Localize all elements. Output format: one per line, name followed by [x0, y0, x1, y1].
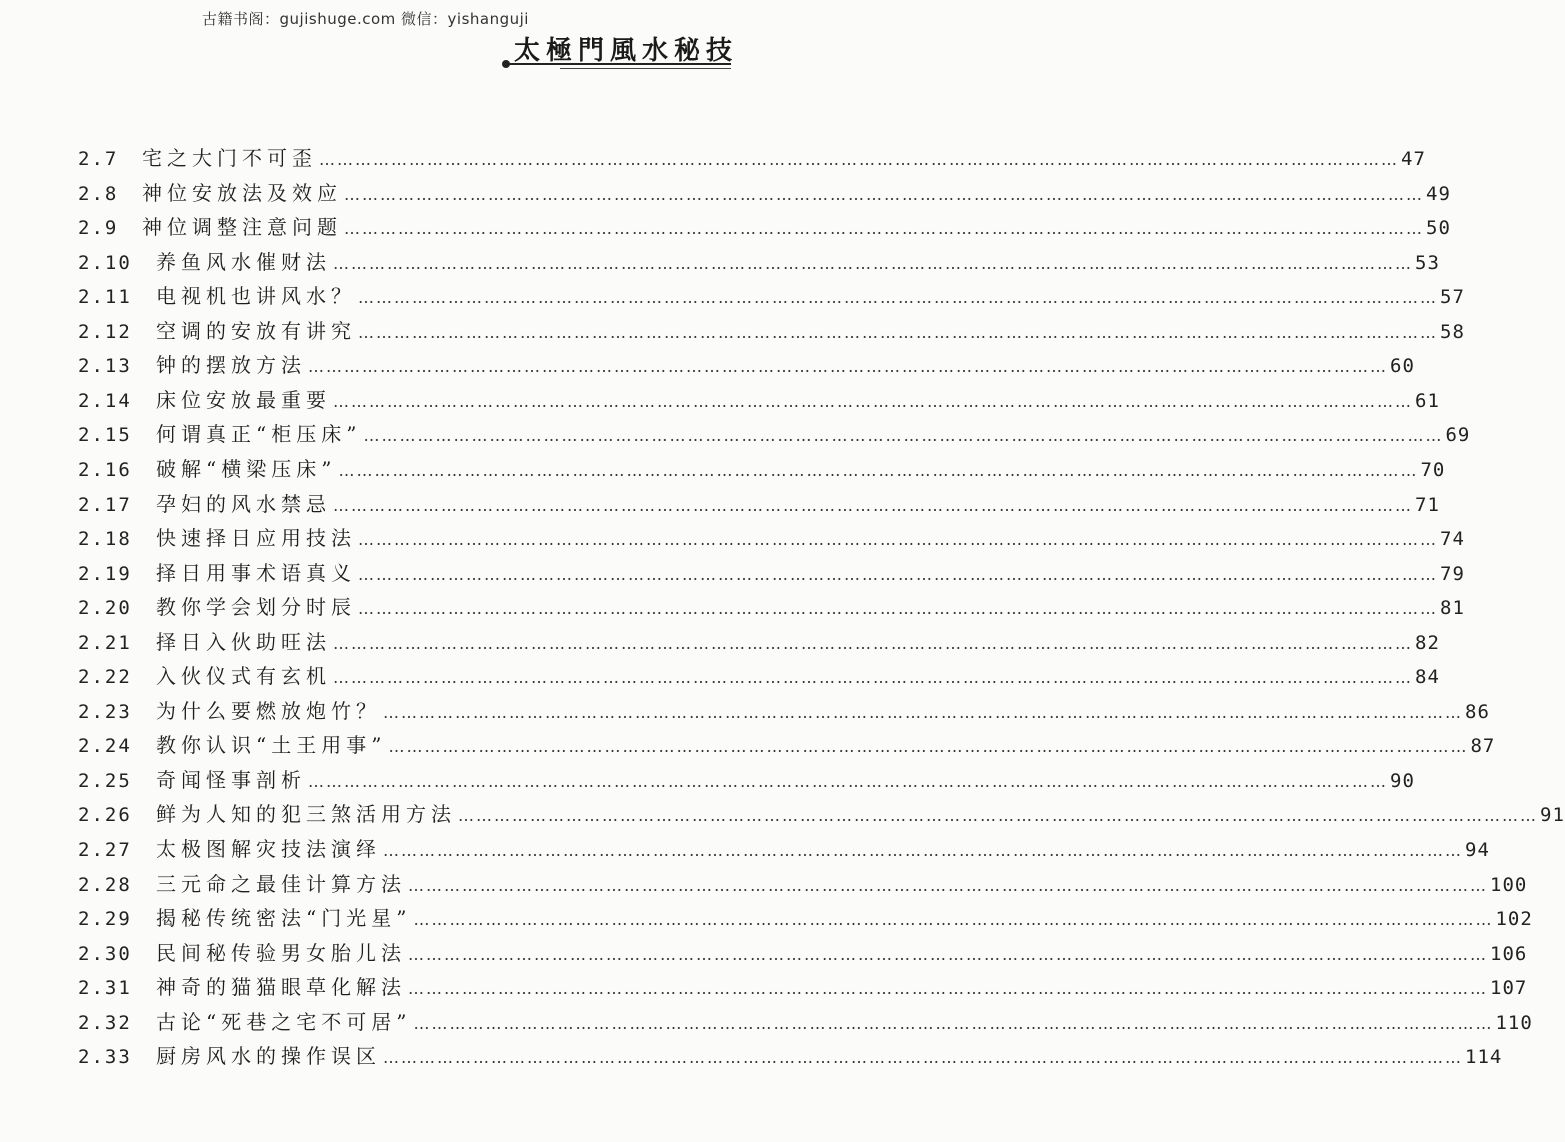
toc-entry[interactable] [78, 316, 1465, 346]
toc-entry-page: 57 [1440, 286, 1465, 309]
toc-entry-page: 100 [1490, 873, 1528, 896]
toc-leader-dots: ……………………………………………………………………………………………………………………………………………………………… [333, 253, 1413, 273]
toc-entry[interactable] [78, 489, 1440, 519]
toc-entry-title: 快速择日应用技法 [156, 526, 356, 551]
toc-entry-page: 50 [1426, 217, 1451, 240]
toc-entry-page: 60 [1390, 355, 1415, 378]
toc-leader-dots: ……………………………………………………………………………………………………………………………………………………………… [388, 737, 1469, 757]
toc-entry-number: 2.28 [78, 873, 132, 896]
toc-entry-number: 2.27 [78, 839, 132, 861]
toc-entry-page: 47 [1401, 148, 1426, 170]
toc-entry-page: 107 [1490, 977, 1528, 1000]
toc-entry[interactable] [78, 765, 1415, 795]
toc-entry-title: 厨房风水的操作误区 [156, 1044, 381, 1069]
toc-entry-number: 2.13 [78, 355, 132, 378]
toc-entry[interactable] [78, 592, 1465, 622]
toc-entry-number: 2.16 [78, 458, 132, 481]
toc-leader-dots: ……………………………………………………………………………………………………………………………………………………………… [358, 599, 1438, 619]
toc-entry-number: 2.32 [78, 1011, 132, 1034]
toc-entry[interactable] [78, 419, 1471, 449]
toc-entry-page: 82 [1415, 631, 1440, 654]
toc-entry-title: 神奇的猫猫眼草化解法 [156, 975, 406, 1000]
toc-entry-number: 2.20 [78, 597, 132, 620]
toc-leader-dots: ……………………………………………………………………………………………………………………………………………………………… [333, 633, 1413, 653]
toc-entry[interactable] [78, 247, 1440, 277]
toc-entry[interactable] [78, 799, 1565, 829]
toc-entry[interactable] [78, 350, 1415, 380]
toc-entry-title: 床位安放最重要 [156, 387, 331, 412]
toc-entry-title: 择日入伙助旺法 [156, 629, 331, 654]
toc-entry-page: 61 [1415, 389, 1440, 412]
toc-entry-number: 2.23 [78, 700, 132, 723]
toc-entry-page: 106 [1490, 942, 1528, 965]
toc-leader-dots: ……………………………………………………………………………………………………………………………………………………………… [363, 426, 1444, 446]
toc-entry-number: 2.9 [78, 217, 119, 240]
toc-entry-title: 何谓真正“柜压床” [156, 422, 362, 447]
toc-entry[interactable] [78, 1041, 1503, 1071]
toc-entry[interactable] [78, 178, 1451, 208]
toc-entry-page: 53 [1415, 251, 1440, 274]
toc-entry-number: 2.30 [78, 942, 132, 965]
toc-entry[interactable] [78, 661, 1440, 691]
toc-entry-page: 71 [1415, 493, 1440, 516]
toc-entry[interactable] [78, 730, 1496, 760]
toc-leader-dots: ……………………………………………………………………………………………………………………………………………………………… [338, 460, 1419, 480]
toc-entry-number: 2.7 [78, 148, 119, 170]
toc-entry-title: 教你学会划分时辰 [156, 595, 356, 620]
toc-entry-title: 入伙仪式有玄机 [156, 664, 331, 689]
toc-entry-number: 2.15 [78, 424, 132, 447]
toc-entry-title: 三元命之最佳计算方法 [156, 871, 406, 896]
toc-entry-title: 奇闻怪事剖析 [156, 767, 306, 792]
toc-entry-title: 养鱼风水催财法 [156, 249, 331, 274]
toc-entry-page: 49 [1426, 182, 1451, 205]
toc-leader-dots: ……………………………………………………………………………………………………………………………………………………………… [413, 910, 1494, 930]
header-rule-thin [560, 68, 731, 69]
toc-entry[interactable] [78, 212, 1451, 242]
toc-entry-title: 古论“死巷之宅不可居” [156, 1009, 412, 1034]
toc-entry-page: 90 [1390, 769, 1415, 792]
toc-entry-number: 2.18 [78, 528, 132, 551]
toc-entry-page: 69 [1445, 424, 1471, 447]
toc-entry-page: 91 [1540, 804, 1565, 827]
toc-leader-dots: ……………………………………………………………………………………………………………………………………………………………… [413, 1013, 1494, 1033]
toc-leader-dots: ……………………………………………………………………………………………………………………………………………………………… [333, 495, 1413, 515]
toc-leader-dots: ……………………………………………………………………………………………………………………………………………………………… [358, 322, 1438, 342]
toc-entry-page: 58 [1440, 320, 1465, 343]
toc-entry-title: 孕妇的风水禁忌 [156, 491, 331, 516]
toc-entry-title: 神位安放法及效应 [142, 180, 342, 205]
toc-leader-dots: ……………………………………………………………………………………………………………………………………………………………… [358, 564, 1438, 584]
toc-entry-number: 2.14 [78, 389, 132, 412]
toc-entry-page: 70 [1420, 458, 1446, 481]
toc-entry[interactable] [78, 523, 1465, 553]
toc-entry-title: 为什么要燃放炮竹？ [156, 698, 381, 723]
toc-entry-number: 2.8 [78, 182, 119, 205]
toc-entry-page: 110 [1495, 1011, 1533, 1034]
toc-entry[interactable] [78, 454, 1446, 484]
toc-entry-title: 鲜为人知的犯三煞活用方法 [156, 802, 456, 827]
toc-entry[interactable] [78, 938, 1528, 968]
toc-entry-number: 2.26 [78, 804, 132, 827]
toc-entry[interactable] [78, 903, 1533, 933]
toc-leader-dots: ……………………………………………………………………………………………………………………………………………………………… [344, 184, 1424, 204]
watermark-text: 古籍书阁：gujishuge.com 微信：yishanguji [202, 10, 529, 28]
toc-leader-dots: ……………………………………………………………………………………………………………………………………………………………… [383, 1048, 1463, 1068]
toc-entry-number: 2.17 [78, 493, 132, 516]
toc-leader-dots: ……………………………………………………………………………………………………………………………………………………………… [458, 806, 1538, 826]
toc-entry-page: 94 [1465, 839, 1490, 861]
book-title: 太極門風水秘技 [514, 36, 739, 66]
toc-leader-dots: ……………………………………………………………………………………………………………………………………………………………… [408, 979, 1488, 999]
toc-entry-title: 空调的安放有讲究 [156, 318, 356, 343]
toc-leader-dots: ……………………………………………………………………………………………………………………………………………………………… [308, 771, 1388, 791]
toc-entry-number: 2.22 [78, 666, 132, 689]
toc-leader-dots: ……………………………………………………………………………………………………………………………………………………………… [383, 702, 1463, 722]
toc-entry-title: 教你认识“土王用事” [156, 733, 387, 758]
toc-entry-page: 74 [1440, 528, 1465, 551]
toc-leader-dots: ……………………………………………………………………………………………………………………………………………………………… [383, 841, 1463, 860]
toc-leader-dots: ……………………………………………………………………………………………………………………………………………………………… [408, 944, 1488, 964]
toc-leader-dots: ……………………………………………………………………………………………………………………………………………………………… [319, 150, 1399, 169]
toc-leader-dots: ……………………………………………………………………………………………………………………………………………………………… [358, 288, 1438, 308]
toc-entry[interactable] [78, 696, 1490, 726]
toc-entry-title: 宅之大门不可歪 [142, 146, 317, 170]
toc-entry-title: 破解“横梁压床” [156, 456, 337, 481]
toc-entry-title: 民间秘传验男女胎儿法 [156, 940, 406, 965]
toc-entry[interactable] [78, 1007, 1533, 1037]
toc-leader-dots: ……………………………………………………………………………………………………………………………………………………………… [344, 219, 1424, 239]
toc-entry-page: 79 [1440, 562, 1465, 585]
toc-entry-number: 2.21 [78, 631, 132, 654]
toc-entry-title: 太极图解灾技法演绎 [156, 837, 381, 861]
toc-entry-page: 86 [1465, 700, 1490, 723]
toc-leader-dots: ……………………………………………………………………………………………………………………………………………………………… [333, 391, 1413, 411]
toc-entry-page: 84 [1415, 666, 1440, 689]
toc-entry-page: 102 [1495, 908, 1533, 931]
toc-entry-number: 2.11 [78, 286, 132, 309]
toc-leader-dots: ……………………………………………………………………………………………………………………………………………………………… [408, 875, 1488, 895]
toc-entry[interactable] [78, 558, 1465, 588]
toc-leader-dots: ……………………………………………………………………………………………………………………………………………………………… [333, 668, 1413, 688]
toc-entry-title: 神位调整注意问题 [142, 215, 342, 240]
toc-leader-dots: ……………………………………………………………………………………………………………………………………………………………… [308, 357, 1388, 377]
toc-entry-page: 81 [1440, 597, 1465, 620]
toc-entry[interactable] [78, 834, 1490, 864]
toc-entry-title: 揭秘传统密法“门光星” [156, 906, 412, 931]
toc-entry-page: 87 [1470, 735, 1496, 758]
toc-entry-number: 2.12 [78, 320, 132, 343]
toc-entry-number: 2.33 [78, 1046, 132, 1069]
toc-entry-title: 钟的摆放方法 [156, 353, 306, 378]
toc-entry-title: 电视机也讲风水？ [156, 284, 356, 309]
toc-entry-page: 114 [1465, 1046, 1503, 1069]
toc-entry[interactable] [78, 281, 1465, 311]
toc-entry-title: 择日用事术语真义 [156, 560, 356, 585]
toc-entry-number: 2.24 [78, 735, 132, 758]
toc-entry-number: 2.10 [78, 251, 132, 274]
toc-entry[interactable] [78, 143, 1426, 173]
toc-entry[interactable] [78, 972, 1528, 1002]
toc-entry[interactable] [78, 627, 1440, 657]
toc-entry[interactable] [78, 385, 1440, 415]
toc-entry[interactable] [78, 869, 1528, 899]
toc-entry-number: 2.25 [78, 769, 132, 792]
toc-leader-dots: ……………………………………………………………………………………………………………………………………………………………… [358, 530, 1438, 550]
toc-entry-number: 2.31 [78, 977, 132, 1000]
toc-entry-number: 2.19 [78, 562, 132, 585]
toc-entry-number: 2.29 [78, 908, 132, 931]
